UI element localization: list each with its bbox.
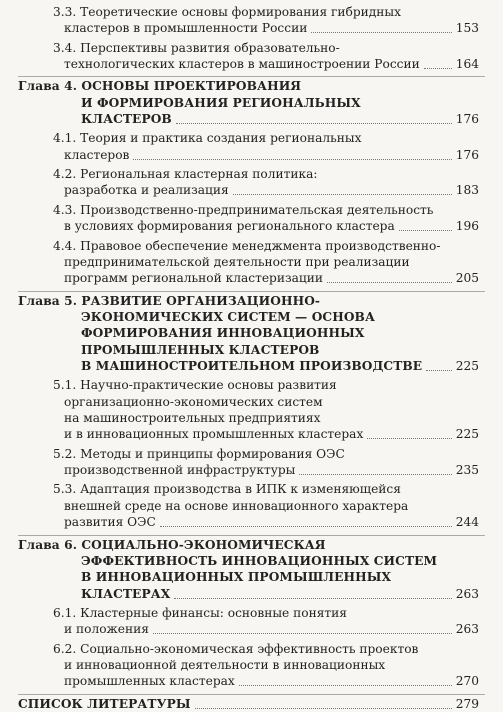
leader-dots (133, 159, 452, 160)
leader-dots (299, 474, 452, 475)
toc-entry-line: и положения (64, 622, 149, 637)
leader-dots (367, 438, 452, 439)
toc-entry-line: организационно-экономических систем (64, 394, 323, 409)
toc-entry-line: В МАШИНОСТРОИТЕЛЬНОМ ПРОИЗВОДСТВЕ (81, 358, 423, 373)
leader-dots (239, 685, 452, 686)
toc-entry-line: 4.3. Производственно-предпринимательская деятельность (53, 202, 434, 217)
page-number: 176 (455, 112, 479, 127)
page-number: 244 (455, 515, 479, 530)
leader-dots (174, 598, 452, 599)
toc-entry-line: кластеров (64, 147, 130, 162)
toc-entry-line: разработка и реализация (64, 183, 229, 198)
page-number: 196 (455, 219, 479, 234)
toc-entry-line: 6.2. Социально-экономическая эффективность проектов (53, 641, 419, 656)
page-number: 164 (455, 57, 479, 72)
toc-entry-line: на машиностроительных предприятиях (64, 411, 321, 426)
chapter-separator (18, 694, 485, 695)
chapter-separator (18, 76, 485, 77)
leader-dots (311, 32, 452, 33)
toc-entry-line: и в инновационных промышленных кластерах (64, 427, 364, 442)
toc-entry-line: 6.1. Кластерные финансы: основные понятия (53, 605, 347, 620)
leader-dots (176, 123, 452, 124)
leader-dots (424, 68, 452, 69)
leader-dots (233, 194, 452, 195)
page-number: 153 (455, 21, 479, 36)
toc-entry-line: производственной инфраструктуры (64, 463, 296, 478)
toc-entry-line: в условиях формирования регионального кластера (64, 219, 395, 234)
toc-entry-line: 5.2. Методы и принципы формирования ОЭС (53, 446, 345, 461)
chapter-separator (18, 291, 485, 292)
leader-dots (327, 282, 452, 283)
toc-entry-line: 5.3. Адаптация производства в ИПК к изменяющейся (53, 482, 401, 497)
page-number: 225 (455, 358, 479, 373)
toc-entry-line: кластеров в промышленности России (64, 21, 308, 36)
toc-entry-line: ПРОМЫШЛЕННЫХ КЛАСТЕРОВ (81, 342, 320, 357)
toc-entry-line: и инновационной деятельности в инновационных (64, 657, 386, 672)
toc-entry-line: 5.1. Научно-практические основы развития (53, 378, 337, 393)
toc-entry-line: СПИСОК ЛИТЕРАТУРЫ (18, 696, 191, 711)
toc-entry-line: развития ОЭС (64, 515, 156, 530)
toc-entry-line: В ИННОВАЦИОННЫХ ПРОМЫШЛЕННЫХ (81, 570, 392, 585)
toc-entry-line: 3.4. Перспективы развития образовательно- (53, 40, 340, 55)
toc-entry-line: КЛАСТЕРОВ (81, 112, 172, 127)
toc-entry-line: ЭКОНОМИЧЕСКИХ СИСТЕМ — ОСНОВА (81, 309, 375, 324)
page-number: 270 (455, 674, 479, 689)
toc-entry-line: технологических кластеров в машиностроении России (64, 57, 420, 72)
page-number: 263 (455, 586, 479, 601)
toc-entry-line: 3.3. Теоретические основы формирования гибридных (53, 5, 401, 19)
toc-entry-line: Глава 6. СОЦИАЛЬНО-ЭКОНОМИЧЕСКАЯ (18, 537, 326, 552)
toc-entry-line: ЭФФЕКТИВНОСТЬ ИННОВАЦИОННЫХ СИСТЕМ (81, 553, 438, 568)
leader-dots (160, 526, 452, 527)
leader-dots (426, 370, 452, 371)
toc-entry-line: Глава 5. РАЗВИТИЕ ОРГАНИЗАЦИОННО- (18, 293, 321, 308)
page-number: 225 (455, 427, 479, 442)
page-number: 263 (455, 622, 479, 637)
page-number: 205 (455, 271, 479, 286)
toc-entry-line: предпринимательской деятельности при реализации (64, 254, 410, 269)
toc-entry-line: 4.1. Теория и практика создания региональных (53, 131, 362, 146)
page-number: 183 (455, 183, 479, 198)
toc-entry-line: Глава 4. ОСНОВЫ ПРОЕКТИРОВАНИЯ (18, 79, 302, 94)
toc-entry-line: И ФОРМИРОВАНИЯ РЕГИОНАЛЬНЫХ (81, 95, 361, 110)
toc-entry-line: КЛАСТЕРАХ (81, 586, 171, 601)
toc-entry-line: 4.2. Региональная кластерная политика: (53, 167, 318, 182)
toc-entry-line: 4.4. Правовое обеспечение менеджмента производственно- (53, 238, 441, 253)
toc-entry-line: внешней среде на основе инновационного характера (64, 498, 409, 513)
toc-entry-line: промышленных кластерах (64, 674, 235, 689)
page-number: 235 (455, 463, 479, 478)
leader-dots (399, 230, 452, 231)
page-number: 279 (455, 696, 479, 711)
toc-entry-line: ФОРМИРОВАНИЯ ИННОВАЦИОННЫХ (81, 326, 365, 341)
leader-dots (195, 708, 452, 709)
leader-dots (153, 633, 452, 634)
chapter-separator (18, 535, 485, 536)
toc-entry-line: программ региональной кластеризации (64, 271, 323, 286)
page-number: 176 (455, 147, 479, 162)
